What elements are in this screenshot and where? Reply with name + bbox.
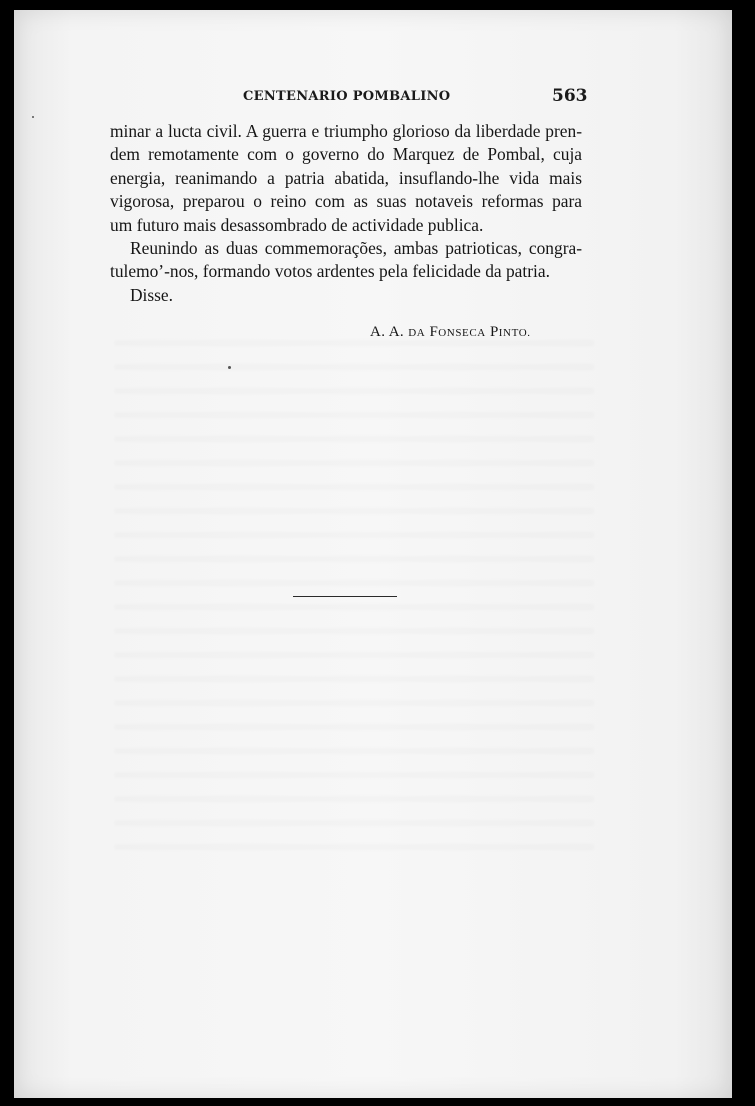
page-number: 563 — [552, 86, 588, 106]
author-signature — [370, 324, 531, 341]
running-title: CENTENARIO POMBALINO — [243, 89, 451, 104]
surname-2-initial: P — [490, 324, 499, 340]
text-line: minar a lucta civil. A guerra e triumpho glorioso da liberdade pren- — [110, 121, 582, 141]
text-line: Disse. — [130, 284, 173, 305]
ink-speck — [32, 116, 34, 118]
text-line: Reunindo as duas commemorações, ambas patrioticas, congra- — [130, 238, 582, 259]
signature-initials: A. A. — [370, 324, 405, 340]
text-line: dem remotamente com o governo do Marquez de Pombal, cuja — [110, 144, 582, 165]
ink-speck — [228, 366, 231, 369]
body-text — [110, 120, 582, 307]
surname-1-rest: ONSECA — [438, 327, 486, 339]
signature-surname-2 — [490, 324, 531, 340]
surname-1-initial: F — [429, 324, 439, 340]
show-through-bleed — [114, 340, 594, 860]
section-divider — [293, 596, 397, 597]
signature-particle: DA — [408, 327, 426, 339]
text-line: vigorosa, preparou o reino com as suas notaveis reformas para — [110, 191, 582, 212]
text-line: energia, reanimando a patria abatida, insuflando-lhe vida mais — [110, 167, 582, 188]
text-line: tulemo’-nos, formando votos ardentes pela felicidade da patria. — [110, 261, 550, 282]
signature-surname-1 — [430, 324, 486, 340]
text-line: um futuro mais desassombrado de actividade publica. — [110, 214, 484, 235]
surname-2-rest: INTO. — [498, 327, 531, 339]
